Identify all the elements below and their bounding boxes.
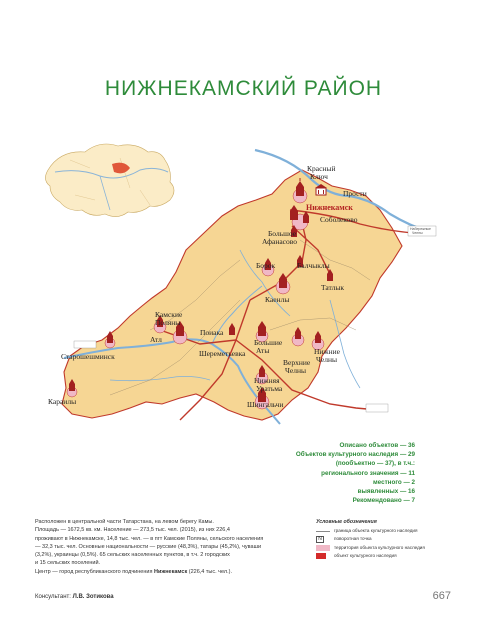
label-krasny-klyuch [307, 164, 335, 181]
territory-swatch-icon [316, 545, 330, 551]
label-line: Красный [307, 164, 336, 173]
label-line: Поляны [155, 318, 181, 327]
consultant-credit [35, 594, 114, 600]
label-kamskie-polyany [155, 310, 183, 327]
legend-item-label: граница объекта культурного наследия [334, 527, 418, 533]
stat-line: Объектов культурного наследия — 29 [295, 451, 415, 459]
legend-item [316, 535, 466, 544]
label-line: Уратьма [256, 384, 283, 393]
label-tatlyk: Татлык [321, 283, 345, 292]
stat-line: Описано объектов — 36 [339, 442, 415, 449]
stat-line: регионального значения — 11 [321, 469, 415, 477]
district-description [35, 518, 315, 576]
stat-line: выявленных — 16 [357, 488, 415, 496]
label-kaenly: Каенлы [265, 295, 290, 304]
label-nizhnekamsk: Нижнекамск [306, 203, 353, 212]
label-line: Нижняя [254, 376, 280, 385]
label-line: Камские [155, 310, 183, 319]
map-legend [316, 518, 466, 561]
page-title: НИЖНЕКАМСКИЙ РАЙОН [104, 77, 383, 100]
boundary-line-icon [316, 528, 330, 534]
stat-line: Рекомендовано — 7 [352, 497, 415, 505]
road-label-west [74, 341, 96, 348]
road-label-south [366, 404, 388, 412]
label-shingalchi: Шингальчи [247, 400, 284, 409]
description-line: Площадь — 1672,5 кв. км. Население — 273,5 тыс. чел. (2015), из них 226,4 [35, 527, 230, 534]
label-prosti: Прости [343, 189, 367, 198]
consultant-name: Л.В. Зотикова [72, 594, 114, 600]
label-line: Афанасово [262, 237, 297, 246]
description-line: проживают в Нижнекамске, 14,8 тыс. чел. — в пгт Камские Поляны, сельского населения [35, 535, 264, 542]
description-line: (3,2%), украинцы (0,5%). 65 сельских населенных пунктов, в т.ч. 2 городских [35, 552, 230, 559]
description-line: Расположен в центральной части Татарстана, на левом берегу Камы. [35, 519, 214, 525]
stat-line: (пообъектно — 37), в т.ч.: [335, 460, 415, 468]
road-label-nab-chelny [408, 226, 436, 236]
label-line: Ключ [310, 172, 328, 181]
label-nizhnyaya-uratma [254, 376, 283, 393]
label-line: Челны [285, 366, 306, 375]
label-line: Большие [254, 338, 283, 347]
district-center-line [35, 568, 315, 576]
page-number: 667 [432, 590, 451, 602]
legend-item-label: территория объекта культурного наследия [334, 544, 425, 550]
tatarstan-inset-map [45, 144, 174, 217]
label-starosheshminsk: Старошешминск [61, 352, 115, 361]
label-nizhnie-chelny [314, 347, 341, 364]
legend-item-label: объект культурного наследия [334, 553, 397, 558]
stat-line: местного — 2 [373, 478, 415, 486]
consultant-label: Консультант: [35, 594, 71, 600]
legend-heading: Условные обозначения [316, 519, 377, 525]
object-swatch-icon [316, 553, 326, 559]
label-line: Большое [268, 229, 297, 238]
legend-item [316, 544, 466, 553]
legend-item [316, 527, 466, 536]
label-poyaoka: Поиака [200, 328, 224, 337]
center-name: Нижнекамск [153, 568, 188, 575]
label-line: Нижние [314, 347, 340, 356]
center-suffix: (226,4 тыс. чел.). [187, 568, 233, 575]
label-sobolekovo: Соболеково [320, 215, 358, 224]
statistics-block [296, 441, 415, 505]
legend-item-label: поворотная точка [334, 536, 372, 541]
legend-item [316, 552, 466, 561]
label-atl: Атл [150, 335, 162, 344]
label-sheremetyevka: Шереметьевка [199, 349, 246, 358]
label-line: Аты [256, 346, 270, 355]
center-prefix: Центр — город республиканского подчинения [35, 568, 154, 575]
label-line: Челны [316, 355, 337, 364]
label-borok: Борок [256, 261, 276, 270]
turning-point-icon: N [316, 536, 324, 543]
road-label-text: Набережные Челны [410, 227, 431, 235]
description-line: — 32,3 тыс. чел. Основные национальности — русские (48,3%), татары (45,2%), чуваши [35, 543, 262, 550]
description-line: и 15 сельских поселений. [35, 560, 101, 567]
road-label-line: Челны [412, 231, 423, 235]
label-bolshoe-afanasovo [262, 229, 297, 246]
label-karaily: Караилы [48, 397, 77, 406]
label-line: Верхние [283, 358, 311, 367]
label-balchikly: Балчыклы [297, 261, 330, 270]
